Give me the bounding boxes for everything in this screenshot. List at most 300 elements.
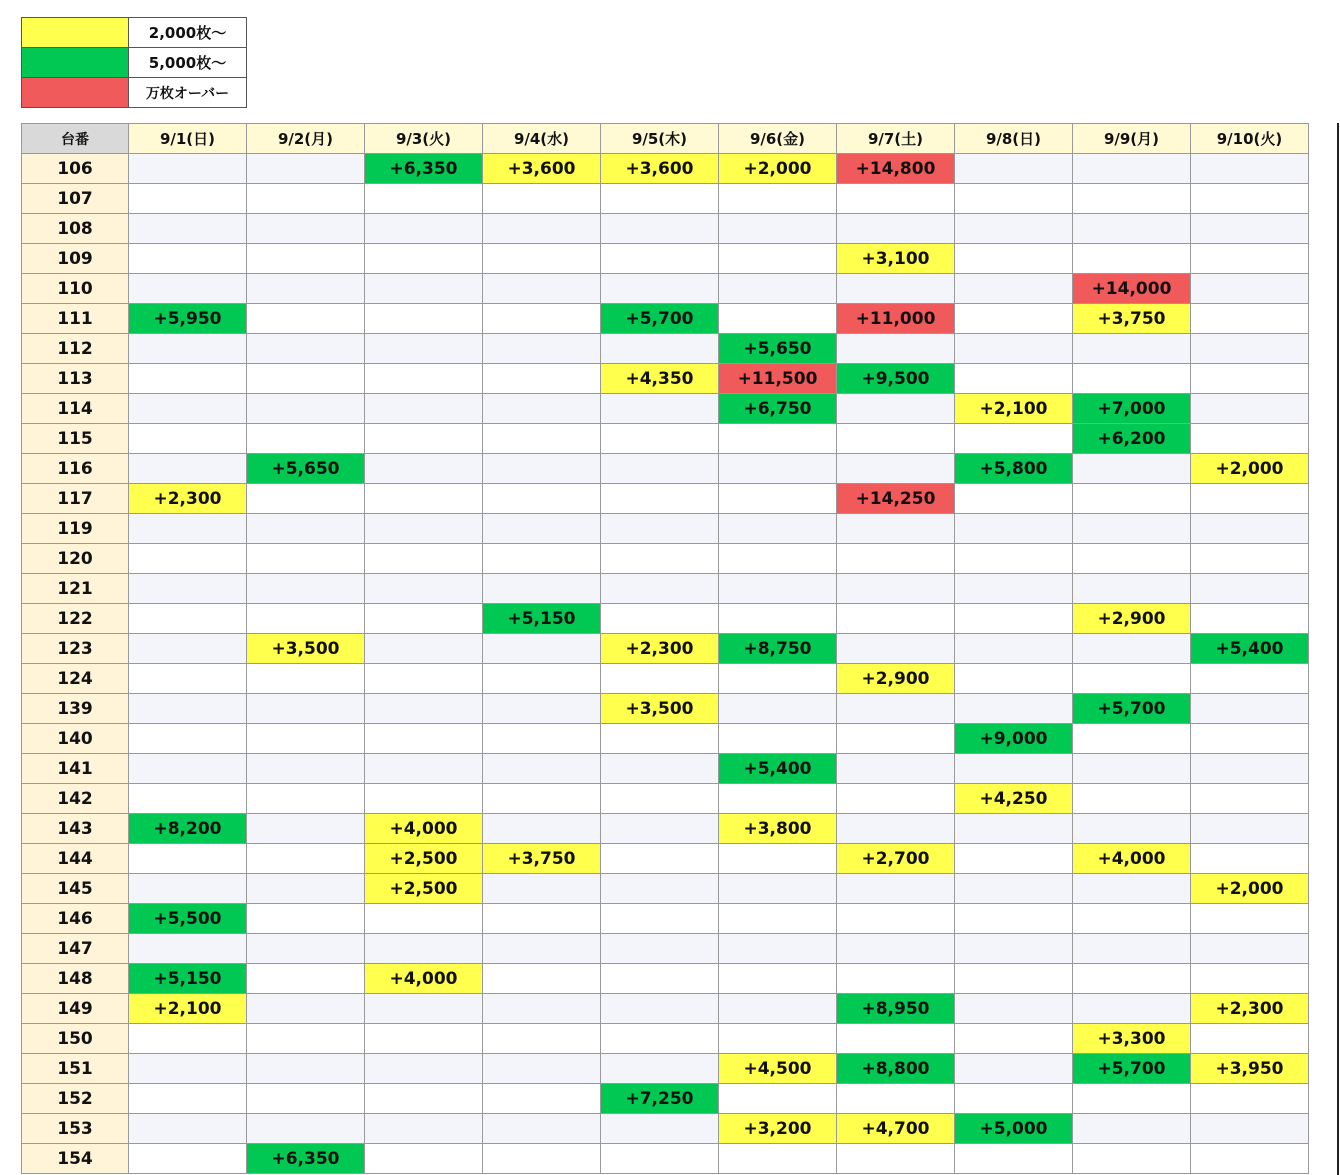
result-cell bbox=[129, 1144, 247, 1174]
result-cell: +2,500 bbox=[365, 844, 483, 874]
result-cell bbox=[129, 784, 247, 814]
result-cell bbox=[247, 154, 365, 184]
result-cell bbox=[483, 1084, 601, 1114]
result-cell: +5,500 bbox=[129, 904, 247, 934]
color-legend bbox=[21, 17, 247, 108]
result-cell bbox=[365, 1084, 483, 1114]
date-header: 9/9(月) bbox=[1073, 124, 1191, 154]
result-cell bbox=[483, 184, 601, 214]
result-cell bbox=[1073, 334, 1191, 364]
result-cell: +3,200 bbox=[719, 1114, 837, 1144]
machine-row bbox=[22, 934, 1309, 964]
machine-number: 115 bbox=[22, 424, 129, 454]
result-cell bbox=[601, 514, 719, 544]
result-cell bbox=[365, 244, 483, 274]
result-cell bbox=[1191, 244, 1309, 274]
result-cell bbox=[1191, 274, 1309, 304]
result-cell bbox=[601, 244, 719, 274]
machine-row bbox=[22, 394, 1309, 424]
result-cell bbox=[129, 574, 247, 604]
sheet-edge-divider bbox=[1337, 123, 1339, 1175]
result-cell bbox=[601, 574, 719, 604]
result-cell bbox=[1191, 184, 1309, 214]
machine-row bbox=[22, 634, 1309, 664]
result-cell bbox=[365, 394, 483, 424]
result-cell bbox=[837, 544, 955, 574]
result-cell bbox=[1191, 814, 1309, 844]
result-cell bbox=[365, 334, 483, 364]
result-cell bbox=[719, 1144, 837, 1174]
date-header: 9/4(水) bbox=[483, 124, 601, 154]
result-cell bbox=[483, 304, 601, 334]
machine-row bbox=[22, 964, 1309, 994]
result-cell bbox=[1073, 784, 1191, 814]
result-cell bbox=[1191, 214, 1309, 244]
result-cell: +5,700 bbox=[1073, 694, 1191, 724]
result-cell: +8,750 bbox=[719, 634, 837, 664]
result-cell bbox=[1191, 514, 1309, 544]
result-cell bbox=[247, 364, 365, 394]
result-cell bbox=[837, 694, 955, 724]
result-cell bbox=[955, 934, 1073, 964]
result-cell bbox=[601, 484, 719, 514]
result-cell: +2,100 bbox=[955, 394, 1073, 424]
machine-number: 112 bbox=[22, 334, 129, 364]
result-cell bbox=[1191, 154, 1309, 184]
result-cell bbox=[955, 304, 1073, 334]
result-cell bbox=[365, 724, 483, 754]
result-cell bbox=[247, 724, 365, 754]
machine-row bbox=[22, 274, 1309, 304]
result-cell bbox=[601, 1024, 719, 1054]
result-cell bbox=[129, 1054, 247, 1084]
result-cell: +5,400 bbox=[1191, 634, 1309, 664]
result-cell bbox=[365, 484, 483, 514]
result-cell bbox=[719, 574, 837, 604]
machine-number: 119 bbox=[22, 514, 129, 544]
result-cell bbox=[837, 754, 955, 784]
result-cell bbox=[247, 964, 365, 994]
date-header: 9/5(木) bbox=[601, 124, 719, 154]
machine-number: 145 bbox=[22, 874, 129, 904]
machine-row bbox=[22, 664, 1309, 694]
result-cell bbox=[719, 1084, 837, 1114]
result-cell bbox=[365, 214, 483, 244]
result-cell bbox=[365, 934, 483, 964]
result-cell bbox=[1191, 844, 1309, 874]
machine-row bbox=[22, 484, 1309, 514]
result-cell: +5,150 bbox=[483, 604, 601, 634]
result-cell bbox=[365, 574, 483, 604]
result-cell bbox=[601, 754, 719, 784]
result-cell bbox=[129, 724, 247, 754]
machine-row bbox=[22, 1024, 1309, 1054]
result-cell bbox=[365, 994, 483, 1024]
result-cell bbox=[719, 724, 837, 754]
result-cell bbox=[719, 424, 837, 454]
result-cell bbox=[1073, 934, 1191, 964]
result-cell bbox=[483, 934, 601, 964]
machine-row bbox=[22, 994, 1309, 1024]
machine-row bbox=[22, 814, 1309, 844]
result-cell bbox=[837, 424, 955, 454]
result-cell bbox=[955, 814, 1073, 844]
date-header: 9/2(月) bbox=[247, 124, 365, 154]
result-cell bbox=[365, 754, 483, 784]
result-cell bbox=[1191, 544, 1309, 574]
result-cell bbox=[247, 664, 365, 694]
date-header: 9/7(土) bbox=[837, 124, 955, 154]
result-cell bbox=[247, 424, 365, 454]
machine-row bbox=[22, 424, 1309, 454]
date-header: 9/1(日) bbox=[129, 124, 247, 154]
result-cell: +4,500 bbox=[719, 1054, 837, 1084]
result-cell: +3,750 bbox=[1073, 304, 1191, 334]
machine-number: 151 bbox=[22, 1054, 129, 1084]
result-cell bbox=[719, 994, 837, 1024]
result-cell bbox=[601, 844, 719, 874]
machine-number: 114 bbox=[22, 394, 129, 424]
result-cell bbox=[247, 784, 365, 814]
result-cell bbox=[365, 184, 483, 214]
result-cell bbox=[365, 1144, 483, 1174]
result-cell bbox=[601, 184, 719, 214]
result-cell bbox=[483, 904, 601, 934]
result-cell bbox=[129, 394, 247, 424]
result-cell bbox=[955, 364, 1073, 394]
result-cell: +3,950 bbox=[1191, 1054, 1309, 1084]
result-cell: +2,300 bbox=[601, 634, 719, 664]
result-cell: +2,000 bbox=[1191, 874, 1309, 904]
result-cell bbox=[955, 184, 1073, 214]
result-cell bbox=[247, 484, 365, 514]
header-row bbox=[22, 124, 1309, 154]
machine-row bbox=[22, 844, 1309, 874]
result-cell bbox=[1191, 604, 1309, 634]
result-cell bbox=[1073, 634, 1191, 664]
result-cell bbox=[719, 874, 837, 904]
date-header: 9/6(金) bbox=[719, 124, 837, 154]
result-cell bbox=[601, 964, 719, 994]
machine-row bbox=[22, 544, 1309, 574]
result-cell bbox=[955, 514, 1073, 544]
result-cell bbox=[129, 1114, 247, 1144]
machine-row bbox=[22, 154, 1309, 184]
machine-number: 140 bbox=[22, 724, 129, 754]
result-cell bbox=[1073, 544, 1191, 574]
result-cell bbox=[955, 874, 1073, 904]
result-cell bbox=[837, 454, 955, 484]
result-cell: +3,500 bbox=[247, 634, 365, 664]
result-cell bbox=[955, 244, 1073, 274]
result-cell: +2,900 bbox=[1073, 604, 1191, 634]
result-cell bbox=[719, 244, 837, 274]
result-cell bbox=[1073, 994, 1191, 1024]
result-cell bbox=[955, 694, 1073, 724]
result-cell bbox=[129, 604, 247, 634]
result-cell bbox=[365, 1054, 483, 1084]
result-cell bbox=[1073, 664, 1191, 694]
machine-number: 144 bbox=[22, 844, 129, 874]
result-cell bbox=[837, 394, 955, 424]
result-cell bbox=[1073, 874, 1191, 904]
result-cell bbox=[129, 154, 247, 184]
result-cell bbox=[483, 484, 601, 514]
result-cell bbox=[955, 274, 1073, 304]
result-cell bbox=[129, 334, 247, 364]
result-cell bbox=[247, 844, 365, 874]
result-cell: +4,000 bbox=[365, 814, 483, 844]
result-cell bbox=[129, 214, 247, 244]
result-cell bbox=[247, 1084, 365, 1114]
result-cell bbox=[247, 1024, 365, 1054]
result-cell bbox=[483, 664, 601, 694]
result-cell bbox=[1191, 964, 1309, 994]
result-cell bbox=[1191, 754, 1309, 784]
result-cell bbox=[955, 844, 1073, 874]
machine-number: 143 bbox=[22, 814, 129, 844]
result-cell bbox=[955, 214, 1073, 244]
result-cell: +5,000 bbox=[955, 1114, 1073, 1144]
result-cell bbox=[837, 874, 955, 904]
result-cell: +3,100 bbox=[837, 244, 955, 274]
machine-number: 106 bbox=[22, 154, 129, 184]
result-cell: +2,000 bbox=[1191, 454, 1309, 484]
machine-number: 121 bbox=[22, 574, 129, 604]
result-cell bbox=[247, 994, 365, 1024]
machine-number: 152 bbox=[22, 1084, 129, 1114]
result-cell bbox=[247, 334, 365, 364]
result-cell bbox=[955, 574, 1073, 604]
result-cell bbox=[1191, 664, 1309, 694]
machine-row bbox=[22, 454, 1309, 484]
result-cell bbox=[719, 484, 837, 514]
result-cell bbox=[129, 1024, 247, 1054]
result-cell bbox=[247, 514, 365, 544]
result-cell bbox=[129, 244, 247, 274]
result-cell bbox=[365, 454, 483, 484]
result-cell: +3,750 bbox=[483, 844, 601, 874]
machine-row bbox=[22, 304, 1309, 334]
result-cell bbox=[483, 694, 601, 724]
result-cell bbox=[365, 634, 483, 664]
result-cell bbox=[955, 604, 1073, 634]
legend-row-2000 bbox=[22, 18, 247, 48]
result-cell bbox=[601, 334, 719, 364]
result-cell: +2,300 bbox=[1191, 994, 1309, 1024]
machine-row bbox=[22, 1084, 1309, 1114]
result-cell bbox=[129, 934, 247, 964]
result-cell bbox=[129, 424, 247, 454]
result-cell bbox=[1191, 424, 1309, 454]
result-cell: +8,200 bbox=[129, 814, 247, 844]
result-cell bbox=[719, 664, 837, 694]
result-cell: +7,000 bbox=[1073, 394, 1191, 424]
result-cell bbox=[1073, 184, 1191, 214]
result-cell bbox=[247, 814, 365, 844]
result-cell bbox=[483, 214, 601, 244]
result-cell bbox=[719, 934, 837, 964]
result-cell bbox=[247, 754, 365, 784]
result-cell bbox=[483, 394, 601, 424]
result-cell bbox=[955, 334, 1073, 364]
result-cell: +14,250 bbox=[837, 484, 955, 514]
result-cell bbox=[719, 514, 837, 544]
result-cell bbox=[1073, 754, 1191, 784]
result-cell: +5,950 bbox=[129, 304, 247, 334]
result-cell bbox=[601, 1144, 719, 1174]
result-cell: +3,500 bbox=[601, 694, 719, 724]
machine-number: 147 bbox=[22, 934, 129, 964]
result-cell bbox=[247, 604, 365, 634]
machine-row bbox=[22, 724, 1309, 754]
result-cell bbox=[247, 574, 365, 604]
result-cell: +9,000 bbox=[955, 724, 1073, 754]
result-cell bbox=[1191, 1144, 1309, 1174]
result-cell bbox=[1191, 304, 1309, 334]
result-cell bbox=[483, 1144, 601, 1174]
result-cell bbox=[719, 694, 837, 724]
result-cell: +3,600 bbox=[483, 154, 601, 184]
result-cell bbox=[247, 904, 365, 934]
result-cell bbox=[955, 964, 1073, 994]
result-cell bbox=[1073, 214, 1191, 244]
machine-number: 109 bbox=[22, 244, 129, 274]
result-cell bbox=[129, 454, 247, 484]
result-cell bbox=[365, 664, 483, 694]
result-cell bbox=[955, 634, 1073, 664]
legend-swatch-yellow bbox=[22, 18, 129, 48]
machine-row bbox=[22, 514, 1309, 544]
result-cell bbox=[365, 904, 483, 934]
result-cell: +4,350 bbox=[601, 364, 719, 394]
result-cell bbox=[955, 1054, 1073, 1084]
result-cell bbox=[1073, 574, 1191, 604]
result-cell bbox=[365, 694, 483, 724]
result-cell bbox=[129, 364, 247, 394]
result-cell bbox=[719, 184, 837, 214]
result-cell bbox=[601, 664, 719, 694]
machine-row bbox=[22, 784, 1309, 814]
machine-row bbox=[22, 754, 1309, 784]
result-cell bbox=[955, 484, 1073, 514]
result-cell bbox=[483, 424, 601, 454]
result-cell bbox=[837, 904, 955, 934]
machine-number: 107 bbox=[22, 184, 129, 214]
result-cell bbox=[247, 304, 365, 334]
result-cell: +5,700 bbox=[601, 304, 719, 334]
result-cell bbox=[1191, 484, 1309, 514]
result-cell bbox=[483, 964, 601, 994]
machine-number: 108 bbox=[22, 214, 129, 244]
result-cell bbox=[1073, 484, 1191, 514]
result-cell: +5,150 bbox=[129, 964, 247, 994]
machine-number: 149 bbox=[22, 994, 129, 1024]
machine-row bbox=[22, 184, 1309, 214]
machine-row bbox=[22, 874, 1309, 904]
result-cell bbox=[1191, 724, 1309, 754]
machine-number: 141 bbox=[22, 754, 129, 784]
machine-row bbox=[22, 1114, 1309, 1144]
machine-number: 139 bbox=[22, 694, 129, 724]
result-cell: +2,300 bbox=[129, 484, 247, 514]
result-cell bbox=[837, 334, 955, 364]
result-cell bbox=[483, 244, 601, 274]
result-cell: +6,350 bbox=[365, 154, 483, 184]
machine-number: 150 bbox=[22, 1024, 129, 1054]
result-cell bbox=[719, 304, 837, 334]
result-cell bbox=[1191, 1024, 1309, 1054]
result-cell bbox=[601, 454, 719, 484]
legend-swatch-red bbox=[22, 78, 129, 108]
result-cell bbox=[483, 514, 601, 544]
result-cell bbox=[483, 334, 601, 364]
result-cell bbox=[365, 274, 483, 304]
result-cell: +14,000 bbox=[1073, 274, 1191, 304]
result-cell bbox=[955, 1084, 1073, 1114]
machine-row bbox=[22, 244, 1309, 274]
machine-number: 110 bbox=[22, 274, 129, 304]
machine-row bbox=[22, 1144, 1309, 1174]
result-cell bbox=[955, 544, 1073, 574]
result-cell bbox=[1073, 964, 1191, 994]
result-cell bbox=[837, 1084, 955, 1114]
machine-number: 116 bbox=[22, 454, 129, 484]
result-cell bbox=[837, 634, 955, 664]
result-cell bbox=[1191, 1114, 1309, 1144]
result-cell bbox=[601, 874, 719, 904]
result-cell bbox=[483, 544, 601, 574]
result-cell: +11,500 bbox=[719, 364, 837, 394]
result-cell bbox=[1073, 814, 1191, 844]
result-cell: +2,500 bbox=[365, 874, 483, 904]
result-cell bbox=[483, 574, 601, 604]
result-cell bbox=[1191, 334, 1309, 364]
result-cell bbox=[247, 874, 365, 904]
result-cell bbox=[837, 784, 955, 814]
result-cell bbox=[365, 1114, 483, 1144]
machine-row bbox=[22, 334, 1309, 364]
result-cell: +11,000 bbox=[837, 304, 955, 334]
result-cell bbox=[837, 1144, 955, 1174]
result-cell bbox=[365, 424, 483, 454]
machine-number: 146 bbox=[22, 904, 129, 934]
result-cell bbox=[601, 934, 719, 964]
result-cell bbox=[601, 724, 719, 754]
result-cell: +6,350 bbox=[247, 1144, 365, 1174]
result-cell bbox=[247, 544, 365, 574]
result-cell bbox=[483, 454, 601, 484]
result-cell bbox=[483, 724, 601, 754]
machine-number: 111 bbox=[22, 304, 129, 334]
result-cell: +2,000 bbox=[719, 154, 837, 184]
result-cell bbox=[601, 994, 719, 1024]
result-cell bbox=[247, 184, 365, 214]
result-cell bbox=[955, 1144, 1073, 1174]
header-machine-number: 台番 bbox=[22, 124, 129, 154]
result-cell bbox=[719, 784, 837, 814]
result-cell bbox=[601, 424, 719, 454]
result-cell bbox=[483, 874, 601, 904]
result-cell: +4,700 bbox=[837, 1114, 955, 1144]
result-cell: +8,800 bbox=[837, 1054, 955, 1084]
result-cell bbox=[247, 1054, 365, 1084]
result-cell bbox=[483, 814, 601, 844]
date-header: 9/10(火) bbox=[1191, 124, 1309, 154]
result-cell bbox=[837, 274, 955, 304]
legend-label-10000: 万枚オーバー bbox=[129, 78, 247, 108]
machine-number: 124 bbox=[22, 664, 129, 694]
